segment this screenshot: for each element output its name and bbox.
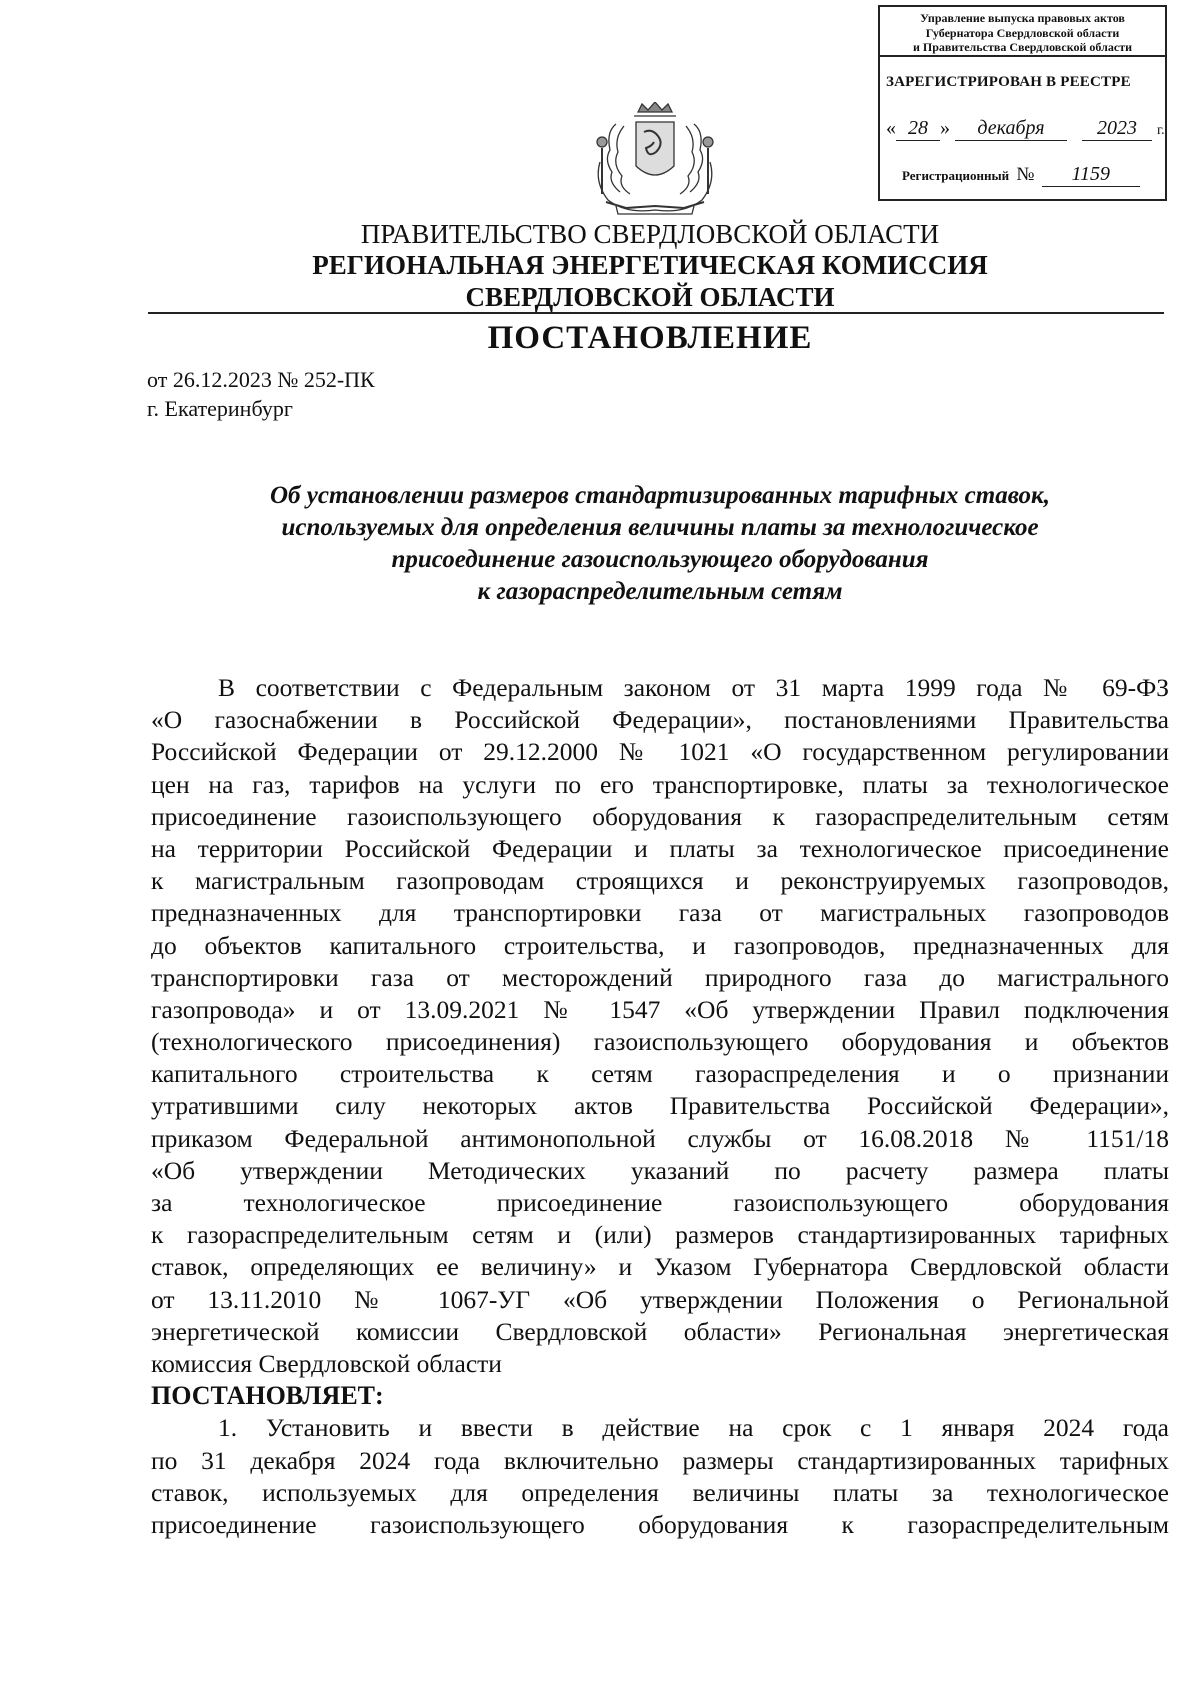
item1-line: ставок, используемых для определения величины платы за технологическое [151, 1477, 1169, 1507]
body-line: В соответствии с Федеральным законом от 31 марта 1999 года № 69-ФЗ [218, 673, 1169, 702]
stamp-date: « 28 » декабря 2023 г. [886, 117, 1165, 139]
header-divider [148, 312, 1164, 314]
body-line: присоединение газоиспользующего оборудования к газораспределительным сетям [151, 801, 1169, 831]
body-line: капитального строительства к сетям газораспределения и о признании [151, 1059, 1169, 1089]
body-line: ставок, определяющих ее величину» и Указом Губернатора Свердловской области [151, 1252, 1169, 1282]
item1-line: по 31 декабря 2024 года включительно размеры стандартизированных тарифных [151, 1445, 1169, 1475]
stamp-year-suffix: г. [1157, 123, 1165, 138]
body-line: Российской Федерации от 29.12.2000 № 1021 «О государственном регулировании [151, 737, 1169, 767]
body-line: «Об утверждении Методических указаний по расчету размера платы [151, 1155, 1169, 1185]
title-line: к газораспределительным сетям [477, 578, 843, 605]
body-line: комиссия Свердловской области [151, 1348, 502, 1378]
stamp-registration [902, 163, 1140, 187]
item1-line: присоединение газоиспользующего оборудования к газораспределительным [151, 1509, 1169, 1539]
stamp-header-line: Управление выпуска правовых актов [920, 11, 1125, 25]
stamp-year: 2023 [1082, 117, 1152, 141]
body-line: предназначенных для транспортировки газа от магистральных газопроводов [151, 898, 1169, 928]
body-line: к магистральным газопроводам строящихся и реконструируемых газопроводов, [151, 866, 1169, 896]
document-body [151, 672, 1169, 1541]
item1-line: 1. Установить и ввести в действие на срок с 1 января 2024 года [218, 1413, 1169, 1443]
government-name: ПРАВИТЕЛЬСТВО СВЕРДЛОВСКОЙ ОБЛАСТИ [360, 219, 940, 249]
stamp-reg-label: Регистрационный [902, 168, 1010, 183]
body-line: от 13.11.2010 № 1067-УГ «Об утверждении Положения о Региональной [151, 1284, 1169, 1314]
body-line: «О газоснабжении в Российской Федерации», постановлениями Правительства [151, 705, 1169, 735]
body-line: газопровода» и от 13.09.2021 № 1547 «Об утверждении Правил подключения [151, 994, 1169, 1024]
body-line: приказом Федеральной антимонопольной службы от 16.08.2018 № 1151/18 [151, 1123, 1169, 1153]
stamp-reg-number: 1159 [1042, 163, 1140, 187]
body-line: энергетической комиссии Свердловской области» Региональная энергетическая [151, 1316, 1169, 1346]
stamp-month: декабря [955, 117, 1067, 141]
resolves-heading: ПОСТАНОВЛЯЕТ: [151, 1381, 384, 1411]
coat-of-arms-emblem [586, 102, 724, 218]
stamp-title: ЗАРЕГИСТРИРОВАН В РЕЕСТРЕ [886, 74, 1131, 90]
body-line: транспортировки газа от месторождений природного газа до магистрального [151, 962, 1169, 992]
title-line: используемых для определения величины платы за технологическое [281, 514, 1039, 541]
document-type: ПОСТАНОВЛЕНИЕ [487, 320, 813, 356]
body-line: на территории Российской Федерации и платы за технологическое присоединение [151, 833, 1169, 863]
stamp-header-line: Губернатора Свердловской области [925, 25, 1120, 40]
stamp-day: 28 [896, 117, 940, 141]
commission-name-line2: СВЕРДЛОВСКОЙ ОБЛАСТИ [465, 282, 835, 312]
commission-name-line1: РЕГИОНАЛЬНАЯ ЭНЕРГЕТИЧЕСКАЯ КОМИССИЯ [312, 250, 988, 280]
document-date-number: от 26.12.2023 № 252-ПК [147, 367, 375, 392]
body-line: к газораспределительным сетям и (или) размеров стандартизированных тарифных [151, 1220, 1169, 1250]
stamp-header-line: и Правительства Свердловской области [913, 40, 1132, 54]
body-line: за технологическое присоединение газоиспользующего оборудования [151, 1188, 1169, 1217]
title-line: присоединение газоиспользующего оборудования [391, 546, 929, 573]
body-line: до объектов капитального строительства, и газопроводов, предназначенных для [151, 930, 1169, 960]
body-line: утратившими силу некоторых актов Правительства Российской Федерации», [151, 1091, 1169, 1121]
registration-stamp [878, 5, 1167, 201]
stamp-header [880, 7, 1165, 57]
body-line: (технологического присоединения) газоиспользующего оборудования и объектов [151, 1027, 1169, 1057]
document-title [150, 480, 1170, 608]
title-line: Об установлении размеров стандартизированных тарифных ставок, [270, 482, 1050, 509]
body-line: цен на газ, тарифов на услуги по его транспортировке, платы за технологическое [151, 769, 1169, 799]
document-city: г. Екатеринбург [147, 396, 293, 421]
stamp-reg-no-sign: № [1016, 164, 1035, 185]
